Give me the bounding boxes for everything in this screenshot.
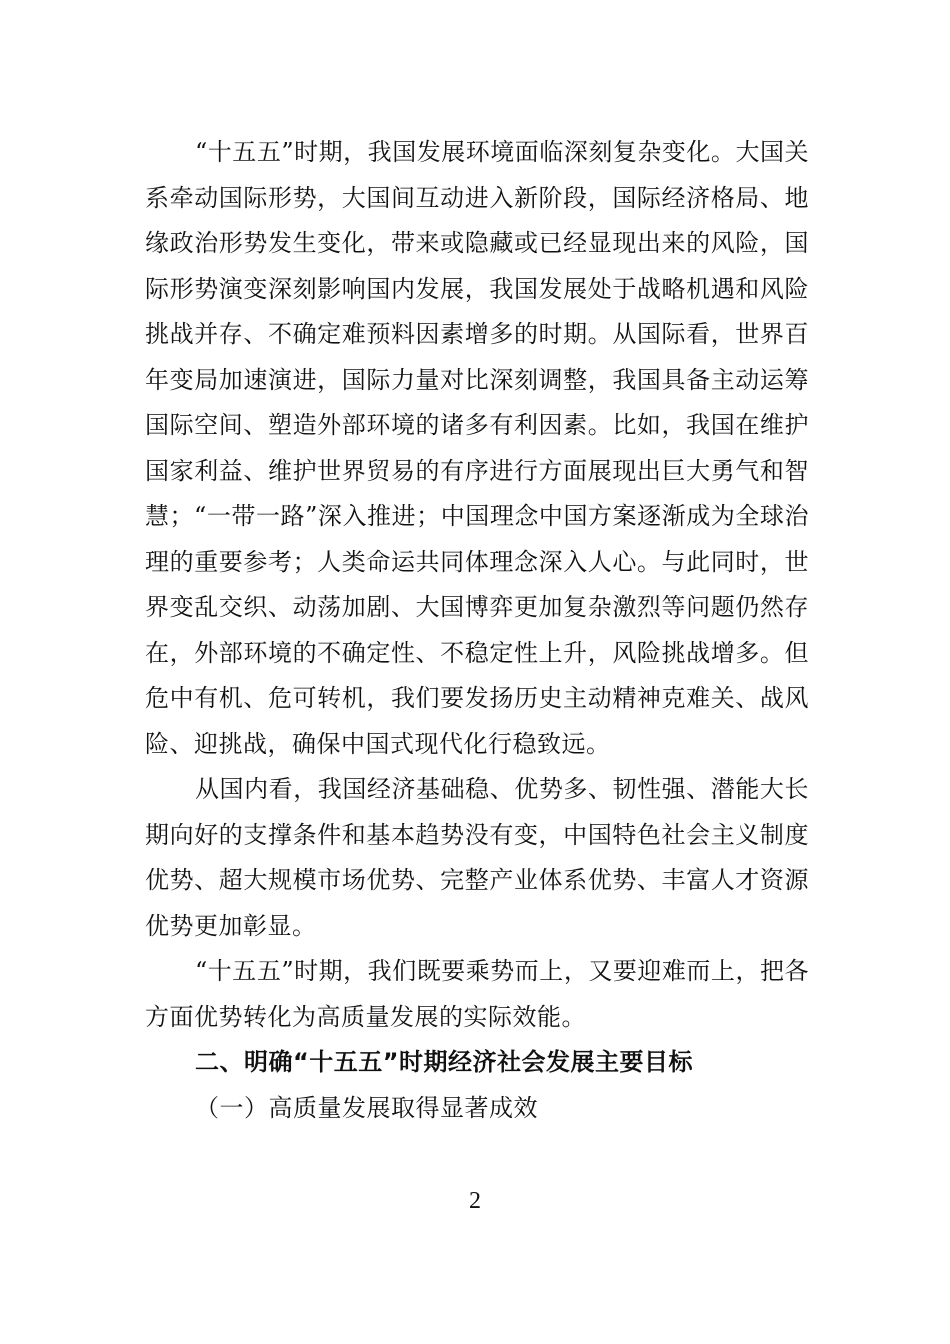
paragraph-2: 从国内看，我国经济基础稳、优势多、韧性强、潜能大长期向好的支撑条件和基本趋势没有变，中国特色社会主义制度优势、超大规模市场优势、完整产业体系优势、丰富人才资源优势更加彰显。 xyxy=(145,775,809,940)
section-heading: 二、明确“十五五”时期经济社会发展主要目标 xyxy=(195,1048,694,1076)
paragraph-3: “十五五”时期，我们既要乘势而上，又要迎难而上，把各方面优势转化为高质量发展的实际效能。 xyxy=(145,957,809,1031)
paragraph-1: “十五五”时期，我国发展环境面临深刻复杂变化。大国关系牵动国际形势，大国间互动进入新阶段，国际经济格局、地缘政治形势发生变化，带来或隐藏或已经显现出来的风险，国际形势演变深刻影响国内发展，我国发展处于战略机遇和风险挑战并存、不确定难预料因素增多的时期。从国际看，世界百年变局加速演进，国际力量对比深刻调整，我国具备主动运筹国际空间、塑造外部环境的诸多有利因素。比如，我国在维护国家利益、维护世界贸易的有序进行方面展现出巨大勇气和智慧；“一带一路”深入推进；中国理念中国方案逐渐成为全球治理的重要参考；人类命运共同体理念深入人心。与此同时，世界变乱交织、动荡加剧、大国博弈更加复杂激烈等问题仍然存在，外部环境的不确定性、不稳定性上升，风险挑战增多。但危中有机、危可转机，我们要发扬历史主动精神克难关、战风险、迎挑战，确保中国式现代化行稳致远。 xyxy=(145,138,809,758)
document-body xyxy=(145,130,809,1131)
subsection-heading: （一）高质量发展取得显著成效 xyxy=(195,1093,538,1122)
page-number: 2 xyxy=(469,1188,481,1214)
